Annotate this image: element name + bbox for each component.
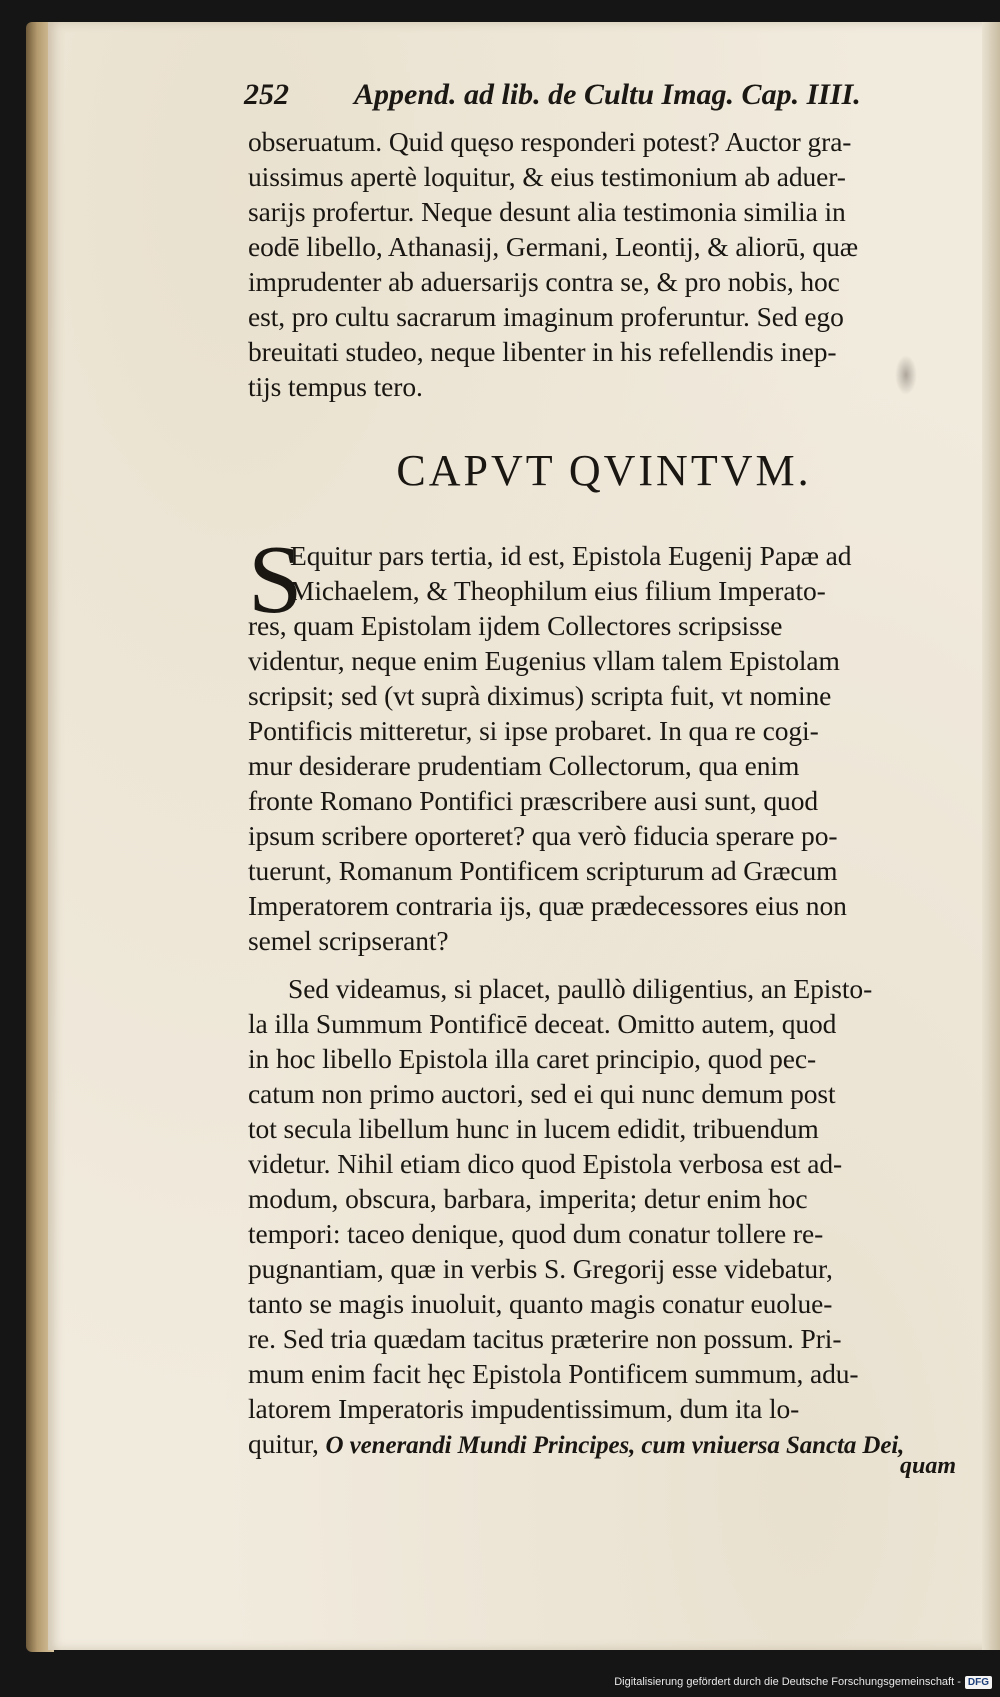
page-right-edge xyxy=(982,22,1000,1650)
text-line: mur desiderare prudentiam Collectorum, qua enim xyxy=(248,750,800,781)
text-line: catum non primo auctori, sed ei qui nunc demum post xyxy=(248,1078,836,1109)
text-line: breuitati studeo, neque libenter in his refellendis inep- xyxy=(248,336,837,367)
paragraph-2 xyxy=(248,526,960,958)
text-line: eodē libello, Athanasij, Germani, Leontij, & aliorū, quæ xyxy=(248,231,858,262)
drop-cap-initial: S xyxy=(248,526,303,634)
text-line: scripsit; sed (vt suprà diximus) scripta fuit, vt nomine xyxy=(248,680,832,711)
text-line: tempori: taceo denique, quod dum conatur tollere re- xyxy=(248,1218,824,1249)
paragraph-3 xyxy=(248,971,960,1461)
digitization-credit xyxy=(0,1676,992,1689)
text-line: sarijs profertur. Neque desunt alia testimonia similia in xyxy=(248,196,846,227)
text-line: Equitur pars tertia, id est, Epistola Eugenij Papæ ad xyxy=(290,540,852,571)
text-line: re. Sed tria quædam tacitus præterire non possum. Pri- xyxy=(248,1323,842,1354)
text-line-last xyxy=(248,1426,960,1461)
text-line: fronte Romano Pontifici præscribere ausi sunt, quod xyxy=(248,785,819,816)
text-line: Sed videamus, si placet, paullò diligentius, an Episto- xyxy=(288,973,873,1004)
text-line: latorem Imperatoris impudentissimum, dum ita lo- xyxy=(248,1393,800,1424)
text-line: Michaelem, & Theophilum eius filium Imperato- xyxy=(290,575,826,606)
page-number: 252 xyxy=(244,78,289,111)
chapter-heading: CAPVT QVINTVM. xyxy=(396,446,812,495)
text-line: tuerunt, Romanum Pontificem scripturum ad Græcum xyxy=(248,855,838,886)
text-line: Imperatorem contraria ijs, quæ prædecessores eius non xyxy=(248,890,847,921)
running-title: Append. ad lib. de Cultu Imag. Cap. IIII. xyxy=(354,78,861,111)
text-line: tot secula libellum hunc in lucem edidit, tribuendum xyxy=(248,1113,819,1144)
text-line: imprudenter ab aduersarijs contra se, & pro nobis, hoc xyxy=(248,266,840,297)
text-line: la illa Summum Pontificē deceat. Omitto autem, quod xyxy=(248,1008,837,1039)
text-line: tanto se magis inuoluit, quanto magis conatur euolue- xyxy=(248,1288,833,1319)
text-line: modum, obscura, barbara, imperita; detur enim hoc xyxy=(248,1183,808,1214)
text-line: obseruatum. Quid quęso responderi potest? Auctor gra- xyxy=(248,126,852,157)
text-line: tijs tempus tero. xyxy=(248,371,423,402)
text-italic-run: O venerandi Mundi Principes, cum vniuersa Sancta Dei, xyxy=(325,1432,905,1459)
running-head xyxy=(244,78,884,122)
text-line: res, quam Epistolam ijdem Collectores scripsisse xyxy=(248,610,783,641)
dfg-logo: DFG xyxy=(965,1676,992,1689)
catchword: quam xyxy=(900,1453,957,1479)
credit-text: Digitalisierung gefördert durch die Deutsche Forschungsgemeinschaft - xyxy=(614,1676,961,1688)
text-line: est, pro cultu sacrarum imaginum proferuntur. Sed ego xyxy=(248,301,844,332)
text-line: pugnantiam, quæ in verbis S. Gregorij esse videbatur, xyxy=(248,1253,833,1284)
text-line: ipsum scribere oporteret? qua verò fiducia sperare po- xyxy=(248,820,838,851)
text-line: videntur, neque enim Eugenius vllam talem Epistolam xyxy=(248,645,840,676)
paragraph-1 xyxy=(248,124,960,404)
text-line: semel scripserant? xyxy=(248,925,449,956)
text-roman-run: quitur, xyxy=(248,1428,326,1459)
text-line: uissimus apertè loquitur, & eius testimonium ab aduer- xyxy=(248,161,846,192)
text-line: mum enim facit hęc Epistola Pontificem summum, adu- xyxy=(248,1358,859,1389)
text-line: in hoc libello Epistola illa caret principio, quod pec- xyxy=(248,1043,817,1074)
text-line: Pontificis mitteretur, si ipse probaret. In qua re cogi- xyxy=(248,715,819,746)
text-line: videtur. Nihil etiam dico quod Epistola verbosa est ad- xyxy=(248,1148,843,1179)
